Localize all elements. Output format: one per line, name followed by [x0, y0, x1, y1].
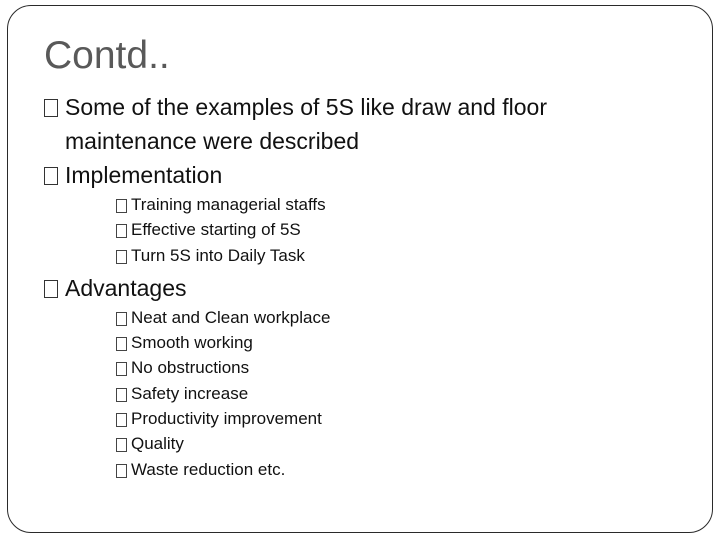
bullet-text: Implementation — [65, 162, 223, 188]
bullet-text-line-2: maintenance were described — [65, 128, 360, 154]
sub-bullet-item — [44, 330, 684, 355]
box-bullet-icon — [116, 362, 127, 376]
sub-bullet-item — [44, 217, 684, 242]
bullet-implementation — [44, 158, 684, 192]
sub-bullet-item — [44, 406, 684, 431]
sub-bullet-item — [44, 431, 684, 456]
bullet-text-line-1: Some of the examples of 5S like draw and floor — [65, 94, 547, 120]
box-bullet-icon — [116, 250, 127, 264]
sub-bullet-text: Safety increase — [131, 383, 249, 403]
box-bullet-icon — [44, 99, 58, 117]
sub-bullet-item — [44, 305, 684, 330]
box-bullet-icon — [44, 280, 58, 298]
bullet-examples-described — [44, 90, 684, 158]
sub-bullet-text: No obstructions — [131, 358, 250, 378]
bullet-advantages — [44, 271, 684, 305]
sub-bullet-text: Productivity improvement — [131, 409, 322, 429]
box-bullet-icon — [116, 312, 127, 326]
box-bullet-icon — [116, 199, 127, 213]
sub-bullet-text: Effective starting of 5S — [131, 220, 301, 240]
box-bullet-icon — [116, 224, 127, 238]
advantages-sublist — [44, 305, 684, 482]
sub-bullet-item — [44, 355, 684, 380]
box-bullet-icon — [116, 413, 127, 427]
box-bullet-icon — [116, 337, 127, 351]
box-bullet-icon — [116, 388, 127, 402]
sub-bullet-item — [44, 381, 684, 406]
box-bullet-icon — [116, 464, 127, 478]
sub-bullet-text: Smooth working — [131, 333, 253, 353]
sub-bullet-text: Quality — [131, 434, 184, 454]
sub-bullet-text: Turn 5S into Daily Task — [131, 245, 305, 265]
sub-bullet-text: Waste reduction etc. — [131, 459, 286, 479]
sub-bullet-item — [44, 457, 684, 482]
sub-bullet-item — [44, 192, 684, 217]
bullet-list — [44, 90, 684, 482]
box-bullet-icon — [44, 167, 58, 185]
slide-title: Contd.. — [44, 34, 170, 77]
sub-bullet-text: Neat and Clean workplace — [131, 307, 331, 327]
sub-bullet-text: Training managerial staffs — [131, 195, 326, 214]
sub-bullet-item — [44, 243, 684, 268]
box-bullet-icon — [116, 438, 127, 452]
implementation-sublist — [44, 192, 684, 268]
bullet-text: Advantages — [65, 274, 187, 301]
